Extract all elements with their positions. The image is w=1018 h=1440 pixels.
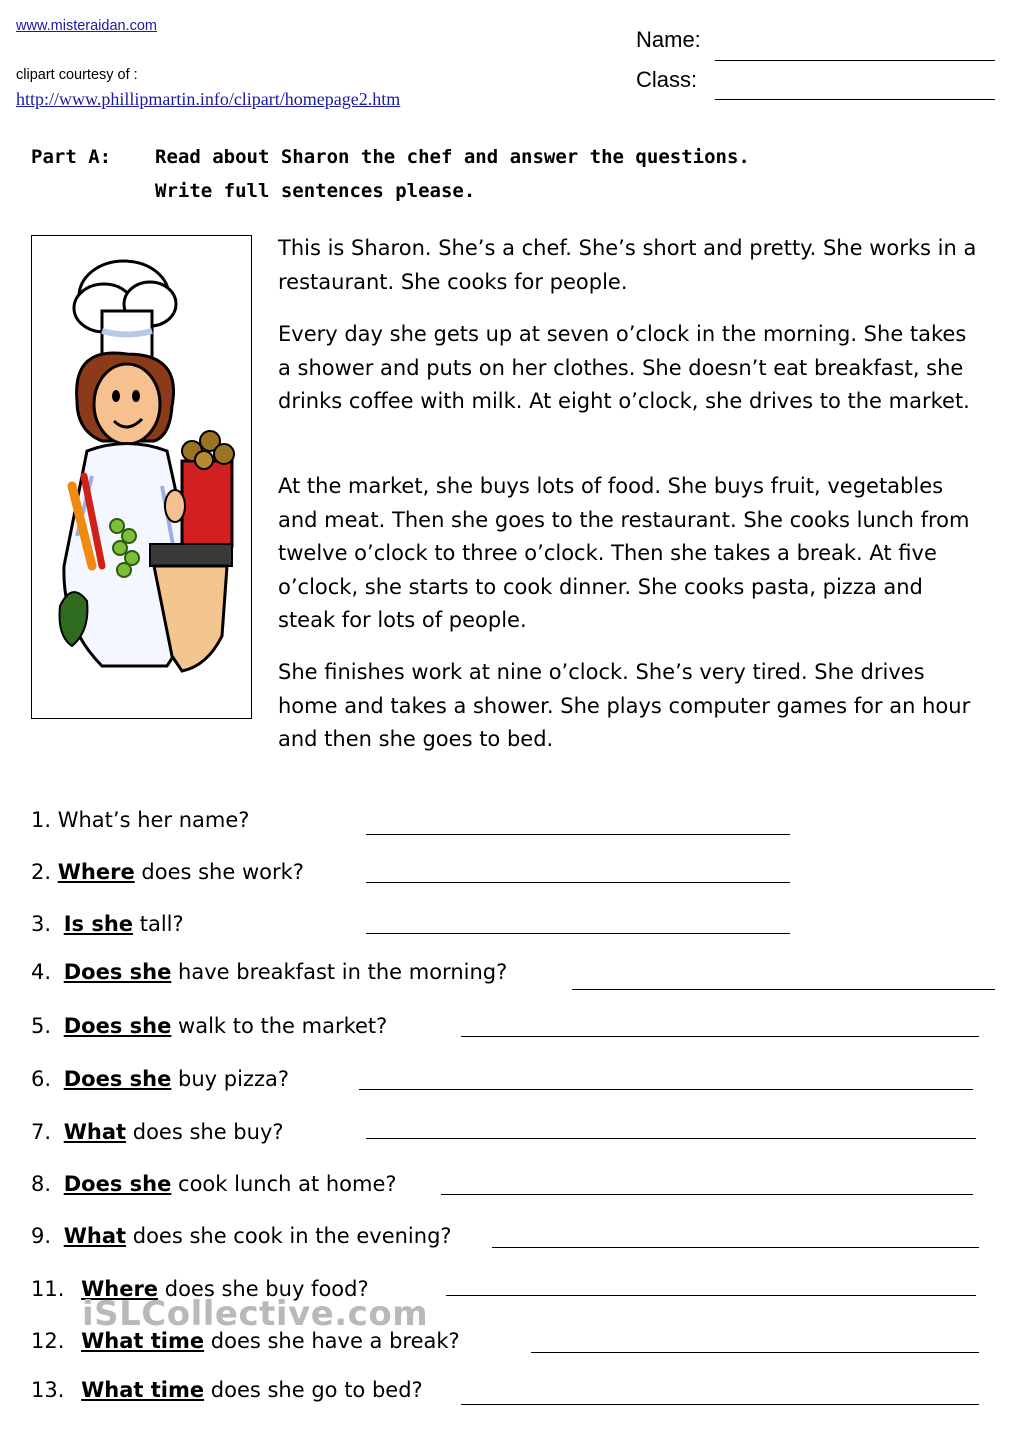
question-text: cook lunch at home? — [178, 1172, 397, 1196]
answer-line-2[interactable] — [366, 882, 790, 883]
watermark: iSLCollective.com — [82, 1294, 429, 1334]
question-number: 4. — [31, 960, 52, 984]
question-number: 6. — [31, 1067, 52, 1091]
class-field[interactable] — [715, 99, 995, 100]
name-label: Name: — [636, 27, 701, 52]
question-text: have breakfast in the morning? — [178, 960, 508, 984]
question-text: does she buy? — [132, 1120, 284, 1144]
chef-icon — [32, 236, 251, 718]
answer-line-5[interactable] — [461, 1036, 979, 1037]
question-number: 13. — [31, 1378, 65, 1402]
question-number: 1. — [31, 808, 52, 832]
instruction-line-2: Write full sentences please. — [155, 180, 476, 202]
question-keyword: Where — [57, 860, 135, 884]
question-9 — [31, 1224, 452, 1248]
answer-line-11[interactable] — [446, 1295, 976, 1296]
question-number: 5. — [31, 1014, 52, 1038]
answer-line-1[interactable] — [366, 834, 790, 835]
question-text: does she go to bed? — [210, 1378, 423, 1402]
question-keyword: What time — [81, 1378, 205, 1402]
class-label: Class: — [636, 67, 698, 92]
chef-illustration — [31, 235, 252, 719]
question-4 — [31, 960, 507, 984]
question-number: 11. — [31, 1277, 65, 1301]
question-1 — [31, 808, 249, 832]
story-paragraph: At the market, she buys lots of food. She buys fruit, vegetables and meat. Then she goes to the restaurant. She cooks lunch from twelve o’clock to three o’clock. Then she takes a break. At five o’clock, she starts to cook dinner. She cooks pasta, pizza and steak for lots of people. — [278, 474, 970, 632]
site-link[interactable]: www.misteraidan.com — [16, 18, 158, 34]
instruction-line-1: Read about Sharon the chef and answer the questions. — [155, 146, 750, 168]
question-number: 8. — [31, 1172, 52, 1196]
question-number: 9. — [31, 1224, 52, 1248]
answer-line-9[interactable] — [492, 1247, 979, 1248]
question-text: does she have a break? — [210, 1329, 460, 1353]
clipart-credit: clipart courtesy of : — [16, 67, 138, 83]
question-keyword: What time — [81, 1329, 205, 1353]
question-3 — [31, 912, 184, 936]
part-label: Part A: — [31, 146, 112, 168]
question-keyword: Does she — [63, 960, 172, 984]
question-keyword: Does she — [63, 1014, 172, 1038]
story-paragraph: Every day she gets up at seven o’clock in the morning. She takes a shower and puts on her clothes. She doesn’t eat breakfast, she drinks coffee with milk. At eight o’clock, she drives to the market. — [278, 322, 970, 413]
answer-line-3[interactable] — [366, 933, 790, 934]
question-number: 2. — [31, 860, 52, 884]
story-paragraph: This is Sharon. She’s a chef. She’s short and pretty. She works in a restaurant. She cooks for people. — [278, 236, 977, 294]
question-6 — [31, 1067, 289, 1091]
question-5 — [31, 1014, 387, 1038]
name-field[interactable] — [715, 60, 995, 61]
answer-line-8[interactable] — [441, 1194, 973, 1195]
question-keyword: Does she — [63, 1172, 172, 1196]
question-keyword: Is she — [63, 912, 134, 936]
question-2 — [31, 860, 304, 884]
question-12 — [31, 1329, 460, 1353]
answer-line-6[interactable] — [359, 1089, 973, 1090]
question-keyword: What — [63, 1224, 127, 1248]
story-paragraph: She finishes work at nine o’clock. She’s very tired. She drives home and takes a shower. She plays computer games for an hour and then she goes to bed. — [278, 660, 971, 751]
answer-line-7[interactable] — [366, 1138, 976, 1139]
question-keyword: Where — [81, 1277, 159, 1301]
question-number: 12. — [31, 1329, 65, 1353]
question-text: does she buy food? — [164, 1277, 369, 1301]
question-13 — [31, 1378, 423, 1402]
question-text: buy pizza? — [178, 1067, 289, 1091]
question-text: tall? — [139, 912, 184, 936]
question-number: 3. — [31, 912, 52, 936]
clipart-credit-link[interactable]: http://www.phillipmartin.info/clipart/homepage2.htm — [16, 89, 401, 109]
question-text: What’s her name? — [57, 808, 250, 832]
question-text: walk to the market? — [178, 1014, 388, 1038]
question-7 — [31, 1120, 284, 1144]
answer-line-4[interactable] — [572, 989, 995, 990]
answer-line-13[interactable] — [461, 1404, 979, 1405]
question-keyword: What — [63, 1120, 127, 1144]
question-text: does she cook in the evening? — [132, 1224, 452, 1248]
question-text: does she work? — [141, 860, 304, 884]
question-number: 7. — [31, 1120, 52, 1144]
question-keyword: Does she — [63, 1067, 172, 1091]
question-8 — [31, 1172, 397, 1196]
answer-line-12[interactable] — [531, 1352, 979, 1353]
